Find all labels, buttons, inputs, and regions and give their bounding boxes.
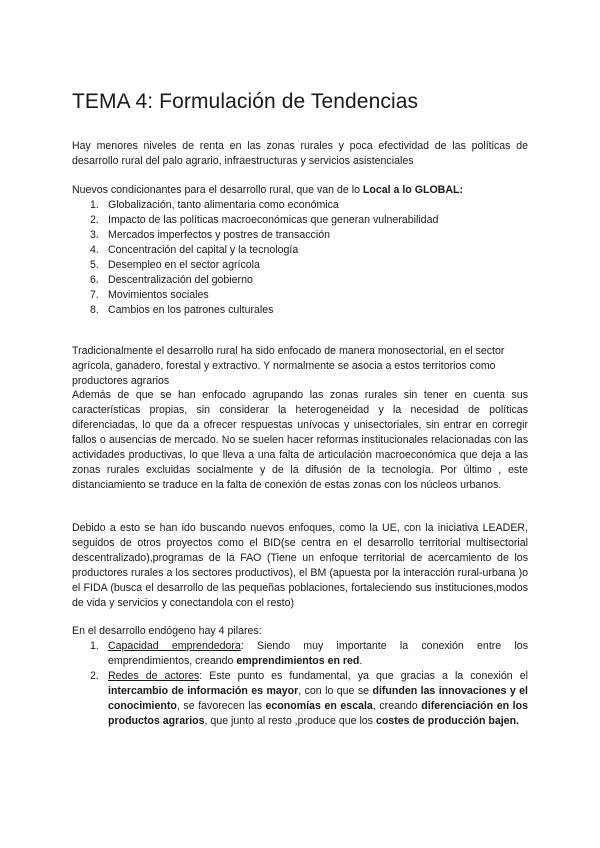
pillar-text: : Siendo muy importante la conexión entre los emprendimientos, creando [108,640,528,667]
list-item [72,213,528,228]
pillar-text: , se favorecen las [176,700,266,712]
traditional-paragraph: Tradicionalmente el desarrollo rural ha sido enfocado de manera monosectorial, en el sector agrícola, ganadero, forestal y extractivo. Y normalmente se asocia a estos territorios como productores agrarios [72,345,505,387]
pillar-bold: costes de producción bajen. [375,715,519,727]
pillar-text: : Este punto es fundamental, ya que gracias a la conexión el [199,670,528,682]
pillars-list [72,639,528,729]
list-number: 8. [90,304,99,316]
debido-paragraph: Debido a esto se han ido buscando nuevos enfoques, como la UE, con la iniciativa LEADER, seguidos de otros proyectos como el BID(se centra en el desarrollo territorial multisectorial descentralizado),programas de la FAO (Tiene un enfoque territorial de acercamiento de los productores rurales a los sectores productivos), el BM (apuesta por la interacción rural-urbana )o el FIDA (busca el desarrollo de las pequeñas poblaciones, fortaleciendo sus instituciones,modos de vida y servicios y conectandola con el resto) [72,522,528,609]
intro-paragraph: Hay menores niveles de renta en las zonas rurales y poca efectividad de las políticas de desarrollo rural del palo agrario, infraestructuras y servicios asistenciales [72,140,528,167]
list-item [72,228,528,243]
page-title: TEMA 4: Formulación de Tendencias [72,90,419,113]
pillar-text: , con lo que se [298,685,373,697]
pillar-item-capacidad [72,639,528,669]
pillar-text: . [359,655,363,667]
list-item-text: Desempleo en el sector agrícola [108,259,260,271]
list-item [72,288,528,303]
list-item-text: Mercados imperfectos y postres de transacción [108,229,330,241]
conditions-lead [72,183,528,198]
pillar-label: Redes de actores [108,670,200,682]
list-number: 2. [90,670,99,682]
list-number: 4. [90,244,99,256]
pillar-bold: emprendimientos en red [236,655,360,667]
list-item-text: Descentralización del gobierno [108,274,253,286]
conditions-list [72,198,528,318]
pillar-label: Capacidad emprendedora [108,640,241,652]
list-number: 6. [90,274,99,286]
list-item [72,243,528,258]
pillar-item-redes [72,669,528,729]
list-item-text: Globalización, tanto alimentaria como económica [108,199,339,211]
list-item [72,303,528,318]
list-item-text: Concentración del capital y la tecnología [108,244,299,256]
list-number: 2. [90,214,99,226]
list-number: 1. [90,199,99,211]
pillar-bold: difunden las innovaciones y el conocimiento [108,685,528,712]
pillar-bold: intercambio de información es mayor [108,685,299,697]
list-item-text: Impacto de las políticas macroeconómicas que generan vulnerabilidad [108,214,439,226]
list-number: 5. [90,259,99,271]
list-number: 3. [90,229,99,241]
list-item-text: Movimientos sociales [108,289,209,301]
list-number: 7. [90,289,99,301]
conditions-lead-text: Nuevos condicionantes para el desarrollo rural, que van de lo [72,184,363,196]
pillar-text: , creando [372,700,422,712]
pillar-text: , que junto al resto ,produce que los [204,715,376,727]
list-number: 1. [90,640,99,652]
list-item [72,258,528,273]
list-item [72,273,528,288]
conditions-lead-bold: Local a lo GLOBAL: [362,184,463,196]
pillar-bold: economías en escala [265,700,373,712]
pillar-bold: diferenciación en los productos agrarios [108,700,528,727]
pillars-lead: En el desarrollo endógeno hay 4 pilares: [72,625,262,637]
ademas-paragraph: Además de que se han enfocado agrupando las zonas rurales sin tener en cuenta sus características propias, sin considerar la heterogeneidad y la necesidad de políticas diferenciadas, lo que da a ofrecer respuestas unívocas y unisectoriales, sin entrar en corregir fallos o ausencias de mercado. No se suelen hacer reformas institucionales relacionadas con las actividades productivas, lo que lleva a una falta de articulación macroeconómica que deja a las zonas rurales excluidas socialmente y de la difusión de la tecnología. Por último , este distanciamiento se traduce en la falta de conexión de estas zonas con los núcleos urbanos. [72,389,528,491]
list-item-text: Cambios en los patrones culturales [108,304,274,316]
list-item [72,198,528,213]
